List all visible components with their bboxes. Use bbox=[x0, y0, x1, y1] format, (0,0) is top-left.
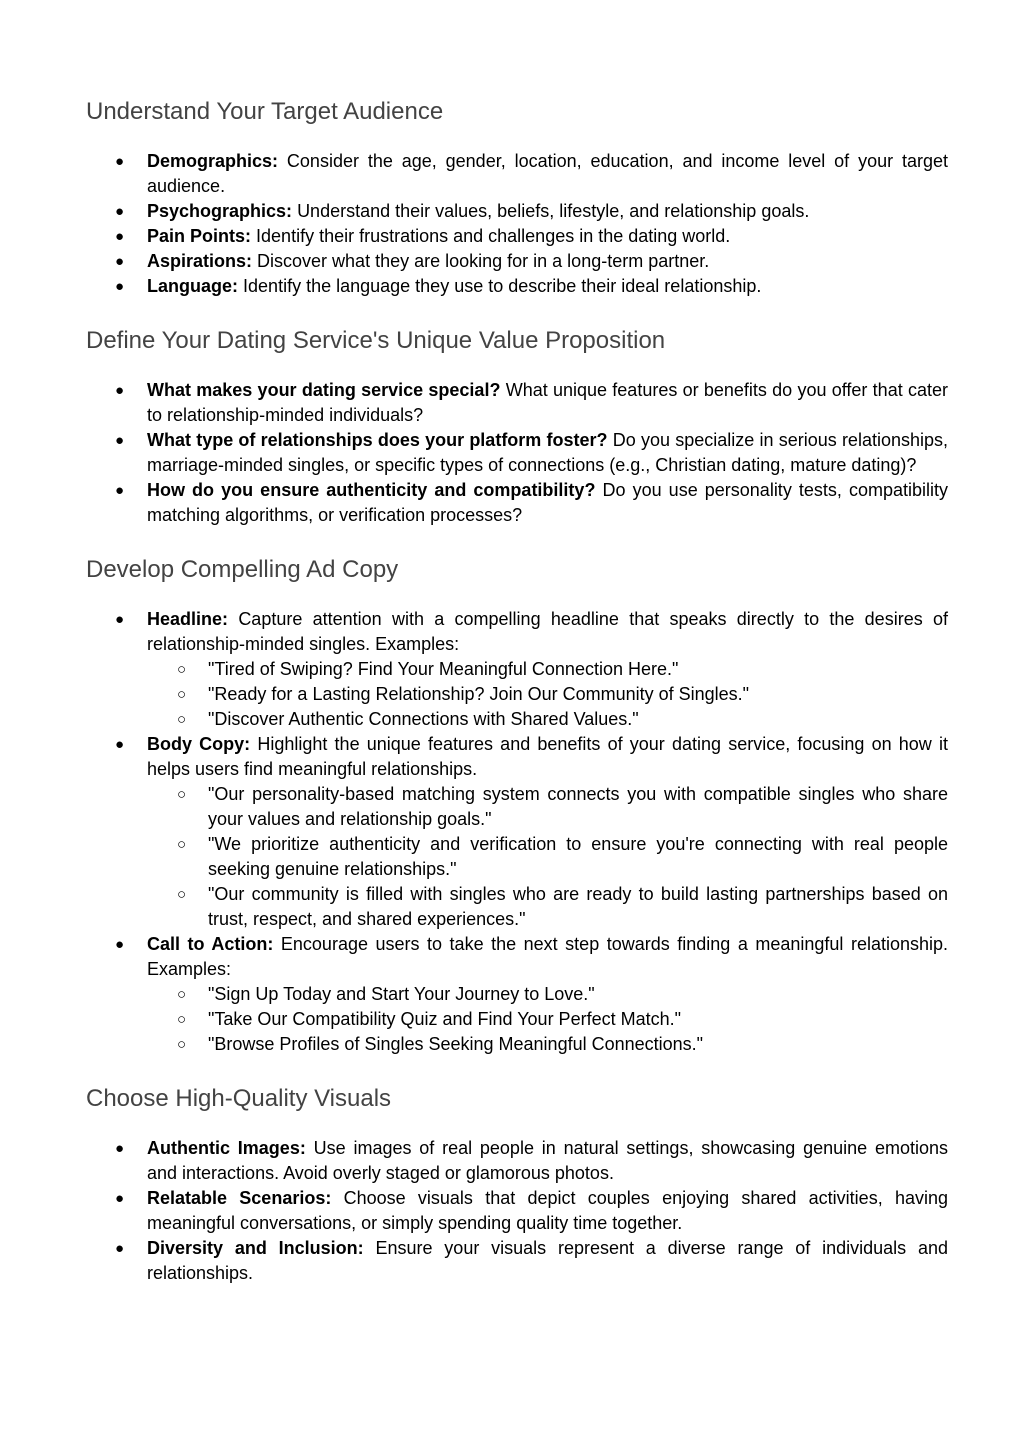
item-label: Call to Action: bbox=[147, 934, 274, 954]
item-text: Encourage users to take the next step towards finding a meaningful relationship. Examples: bbox=[147, 934, 949, 979]
section-heading: Choose High-Quality Visuals bbox=[86, 1085, 392, 1112]
item-label: Headline: bbox=[147, 609, 229, 629]
sub-list-item: ○ "Sign Up Today and Start Your Journey to Love." bbox=[208, 982, 948, 1007]
sub-list-item: ○ "Discover Authentic Connections with Shared Values." bbox=[208, 707, 948, 732]
section-visuals bbox=[86, 1083, 948, 1286]
sub-list bbox=[147, 982, 948, 1057]
list-item bbox=[147, 249, 948, 274]
item-text: What unique features or benefits do you offer that cater to relationship-minded individuals? bbox=[147, 380, 948, 425]
item-text: Understand their values, beliefs, lifestyle, and relationship goals. bbox=[297, 201, 810, 221]
item-text: Do you specialize in serious relationships, marriage-minded singles, or specific types of connections (e.g., Christian dating, mature dating)? bbox=[147, 430, 948, 475]
list-item bbox=[147, 378, 948, 428]
list-item bbox=[147, 478, 948, 528]
section-value-proposition bbox=[86, 325, 948, 528]
list-item bbox=[147, 732, 948, 932]
list-item bbox=[147, 199, 948, 224]
item-text: Discover what they are looking for in a long-term partner. bbox=[257, 251, 710, 271]
bullet-list bbox=[86, 149, 948, 299]
list-item bbox=[147, 932, 948, 1057]
item-label: Authentic Images: bbox=[147, 1138, 306, 1158]
item-text: Capture attention with a compelling headline that speaks directly to the desires of relationship-minded singles. Examples: bbox=[147, 609, 948, 654]
sub-list-item: ○ "Tired of Swiping? Find Your Meaningful Connection Here." bbox=[208, 657, 948, 682]
item-text: Use images of real people in natural settings, showcasing genuine emotions and interactions. Avoid overly staged or glamorous photos. bbox=[147, 1138, 948, 1183]
item-text: Do you use personality tests, compatibility matching algorithms, or verification processes? bbox=[147, 480, 948, 525]
bullet-list bbox=[86, 607, 948, 1057]
sub-list-item: ○ "We prioritize authenticity and verification to ensure you're connecting with real people seeking genuine relationships." bbox=[208, 832, 948, 882]
sub-list-item: ○ "Our personality-based matching system connects you with compatible singles who share your values and relationship goals." bbox=[208, 782, 948, 832]
section-target-audience bbox=[86, 96, 948, 299]
sub-list bbox=[147, 782, 948, 932]
document-body bbox=[86, 96, 948, 1286]
list-item bbox=[147, 1136, 948, 1186]
item-label: What type of relationships does your platform foster? bbox=[147, 430, 608, 450]
list-item bbox=[147, 428, 948, 478]
list-item bbox=[147, 149, 948, 199]
sub-list-item: ○ "Ready for a Lasting Relationship? Join Our Community of Singles." bbox=[208, 682, 948, 707]
item-label: Relatable Scenarios: bbox=[147, 1188, 332, 1208]
item-text: Choose visuals that depict couples enjoying shared activities, having meaningful conversations, or simply spending quality time together. bbox=[147, 1188, 948, 1233]
item-label: Diversity and Inclusion: bbox=[147, 1238, 364, 1258]
item-text: Highlight the unique features and benefits of your dating service, focusing on how it helps users find meaningful relationships. bbox=[147, 734, 948, 779]
sub-list-item: ○ "Browse Profiles of Singles Seeking Meaningful Connections." bbox=[208, 1032, 948, 1057]
item-label: Demographics: bbox=[147, 151, 279, 171]
section-ad-copy bbox=[86, 554, 948, 1057]
sub-list-item: ○ "Our community is filled with singles who are ready to build lasting partnerships based on trust, respect, and shared experiences." bbox=[208, 882, 948, 932]
bullet-list bbox=[86, 378, 948, 528]
item-label: What makes your dating service special? bbox=[147, 380, 501, 400]
item-label: Pain Points: bbox=[147, 226, 252, 246]
item-label: Psychographics: bbox=[147, 201, 293, 221]
item-label: Body Copy: bbox=[147, 734, 251, 754]
bullet-list bbox=[86, 1136, 948, 1286]
section-heading: Define Your Dating Service's Unique Value Proposition bbox=[86, 327, 666, 354]
item-text: Ensure your visuals represent a diverse range of individuals and relationships. bbox=[147, 1238, 948, 1283]
sub-list bbox=[147, 657, 948, 732]
item-label: Aspirations: bbox=[147, 251, 253, 271]
list-item bbox=[147, 1236, 948, 1286]
item-text: Identify their frustrations and challenges in the dating world. bbox=[256, 226, 731, 246]
section-heading: Understand Your Target Audience bbox=[86, 98, 444, 125]
item-text: Identify the language they use to describe their ideal relationship. bbox=[243, 276, 762, 296]
list-item bbox=[147, 607, 948, 732]
item-text: Consider the age, gender, location, education, and income level of your target audience. bbox=[147, 151, 948, 196]
item-label: Language: bbox=[147, 276, 239, 296]
sub-list-item: ○ "Take Our Compatibility Quiz and Find Your Perfect Match." bbox=[208, 1007, 948, 1032]
list-item bbox=[147, 274, 948, 299]
list-item bbox=[147, 224, 948, 249]
list-item bbox=[147, 1186, 948, 1236]
section-heading: Develop Compelling Ad Copy bbox=[86, 556, 399, 583]
item-label: How do you ensure authenticity and compatibility? bbox=[147, 480, 596, 500]
